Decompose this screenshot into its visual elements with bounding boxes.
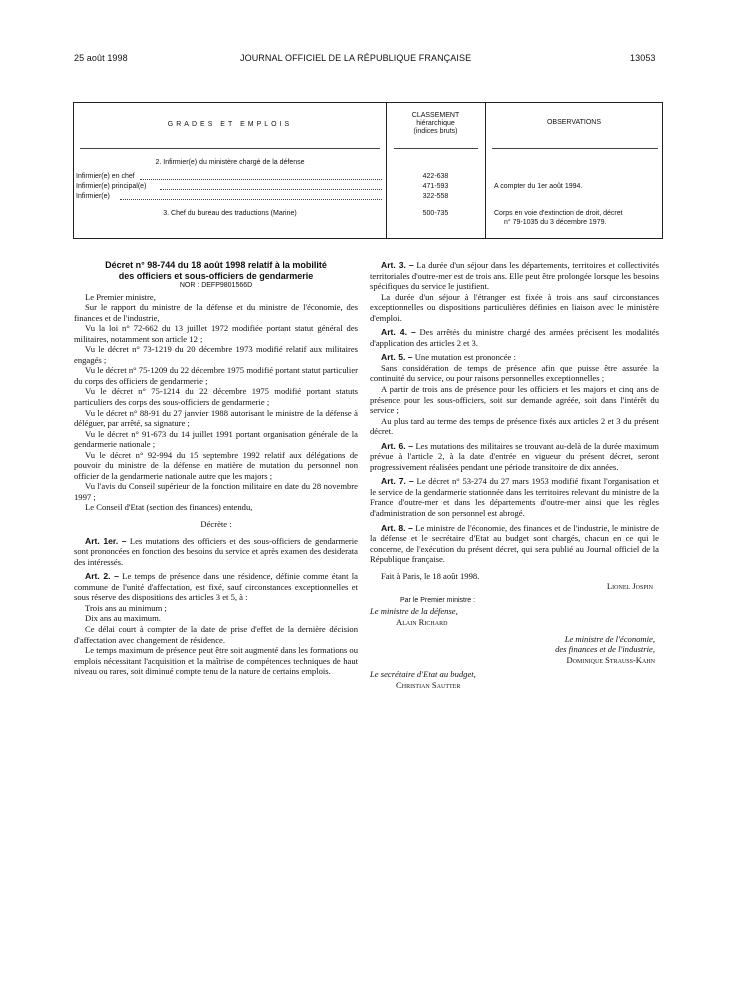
header-journal-title: JOURNAL OFFICIEL DE LA RÉPUBLIQUE FRANÇAISE [240, 53, 472, 63]
table-header-rule [80, 148, 380, 149]
ministre-economie-title: Le ministre de l'économie, des finances et de l'industrie, [555, 633, 655, 655]
table-row-indices: 422-638 [422, 173, 449, 180]
paragraph: Vu le décret n° 75-1214 du 22 décembre 1975 modifié portant statuts particuliers des corps des sous-officiers de gendarmerie ; [74, 386, 358, 408]
article-2: Art. 2. – Le temps de présence dans une résidence, définie comme étant la commune de l'unité d'affectation, est fixé, sauf circonstances exceptionnelles et sous réserve des dispositions des articles 3 et 5, à : [74, 571, 358, 603]
paragraph: A partir de trois ans de présence pour les officiers et les majors et cinq ans de présence pour les sous-officiers, soit sur demande agréée, soit dans l'intérêt du service ; [370, 384, 659, 416]
paragraph: Trois ans au minimum ; [85, 602, 167, 613]
table-row-label: Infirmier(e) principal(e) [76, 183, 147, 190]
paragraph: Vu le décret n° 88-91 du 27 janvier 1988 autorisant le ministre de la défense à déléguer, par arrêté, sa signature ; [74, 407, 358, 429]
paragraph: Vu le décret n° 73-1219 du 20 décembre 1973 modifié relatif aux militaires engagés ; [74, 344, 358, 365]
paragraph: Ce délai court à compter de la date de prise d'effet de la dernière décision d'affectation avec changement de résidence. [74, 623, 358, 645]
column-header-observations: OBSERVATIONS [546, 119, 602, 126]
left-column [74, 260, 358, 677]
secretaire-budget-title: Le secrétaire d'Etat au budget, [370, 669, 476, 680]
paragraph: La durée d'un séjour à l'étranger est fixée à trois ans sauf circonstances exceptionnelles ou dispositions particulières définies en liaison avec le ministère d'emploi. [370, 291, 659, 323]
leader-dots [140, 179, 382, 180]
column-header-classement: CLASSEMENT hiérarchique (indices bruts) [411, 112, 460, 135]
table-row-observation: n° 79-1035 du 3 décembre 1979. [504, 219, 607, 226]
nor-reference: NOR : DEFP9801566D [179, 282, 253, 289]
paragraph: Le temps maximum de présence peut être soit augmenté dans les formations ou emplois nécessitant l'acquisition et la maîtrise de compétences techniques de haut niveau ou rares, soit diminué compte tenu de la nature de certains emplois. [74, 645, 359, 677]
paragraph: Vu l'avis du Conseil supérieur de la fonction militaire en date du 28 novembre 1997 ; [74, 481, 358, 502]
ministre-defense-title: Le ministre de la défense, [370, 606, 458, 617]
paragraph: Vu le décret n° 75-1209 du 22 décembre 1975 modifié portant statut particulier du corps des officiers de gendarmerie ; [74, 365, 358, 386]
decrete-heading: Décrète : [200, 519, 232, 530]
signature-premier-ministre: Lionel Jospin [606, 581, 653, 592]
table-section-title: 2. Infirmier(e) du ministère chargé de la défense [155, 159, 305, 166]
paragraph: Vu la loi n° 72-662 du 13 juillet 1972 modifiée portant statut général des militaires, notamment son article 12 ; [74, 323, 358, 344]
par-le-premier-ministre: Par le Premier ministre : [400, 596, 476, 604]
right-column [370, 260, 659, 690]
paragraph: Vu le décret n° 92-994 du 15 septembre 1992 relatif aux délégations de pouvoir du ministre de la défense en matière de mutation du personnel non officier de la gendarmerie nationale autre que les majors ; [74, 449, 358, 481]
signature-secretaire-budget: Christian Sautter [396, 679, 461, 690]
article-3: Art. 3. – La durée d'un séjour dans les départements, territoires et collectivités territoriales d'outre-mer est de trois ans. Elle peut être prolongée lorsque les besoins spécifiques du service le justifient. [370, 260, 659, 292]
leader-dots [120, 199, 382, 200]
paragraph: Vu le décret n° 91-673 du 14 juillet 1991 portant organisation générale de la gendarmerie nationale ; [74, 428, 358, 450]
table-header-rule [394, 148, 478, 149]
signature-ministre-economie: Dominique Strauss-Kahn [566, 654, 655, 665]
paragraph: Au plus tard au terme des temps de présence fixés aux articles 2 et 3 du présent décret. [370, 415, 659, 437]
table-row-label: Infirmier(e) en chef [76, 173, 135, 180]
signature-ministre-defense: Alain Richard [396, 616, 448, 627]
paragraph: Le Conseil d'Etat (section des finances) entendu, [85, 502, 253, 513]
paragraph: Sur le rapport du ministre de la défense et du ministre de l'économie, des finances et de l'industrie, [74, 302, 358, 323]
table-header-rule [492, 148, 658, 149]
table-row-observation: Corps en voie d'extinction de droit, décret [494, 210, 623, 217]
table-row-label: Infirmier(e) [76, 193, 110, 200]
leader-dots [160, 189, 382, 190]
column-header-grades: GRADES ET EMPLOIS [167, 121, 293, 128]
article-4: Art. 4. – Des arrêtés du ministre chargé des armées précisent les modalités d'application des articles 2 et 3. [370, 327, 659, 348]
article-8: Art. 8. – Le ministre de l'économie, des finances et de l'industrie, le ministre de la défense et le secrétaire d'Etat au budget sont chargés, chacun en ce qui le concerne, de l'exécution du présent décret, qui sera publié au Journal officiel de la République française. [370, 522, 660, 565]
table-row-indices: 322-558 [422, 193, 449, 200]
article-6: Art. 6. – Les mutations des militaires se trouvant au-delà de la durée maximum prévue à l'article 2, à la date d'entrée en vigueur du présent décret, seront progressivement réalisées pendant une période transitoire de dix années. [370, 440, 659, 472]
header-page-number: 13053 [630, 53, 656, 63]
article-7: Art. 7. – Le décret n° 53-274 du 27 mars 1953 modifié fixant l'organisation et le service de la gendarmerie stationnée dans les territoires relevant du ministre de la France d'outre-mer et dans les départements d'outre-mer ainsi que les règles d'administration de son personnel est abrogé. [370, 476, 659, 519]
signing-place-date: Fait à Paris, le 18 août 1998. [381, 570, 480, 581]
table-row-indices: 500-735 [422, 210, 449, 217]
table-row-indices: 471-593 [422, 183, 449, 190]
header-date: 25 août 1998 [74, 53, 128, 63]
paragraph: Sans considération de temps de présence afin que puisse être assurée la continuité du service, ou pour raisons personnelles exceptionnelles ; [370, 362, 659, 384]
table-section-title: 3. Chef du bureau des traductions (Marine) [163, 210, 297, 217]
article-5: Art. 5. – Une mutation est prononcée : [381, 352, 516, 363]
decree-title: Décret n° 98-744 du 18 août 1998 relatif à la mobilité des officiers et sous-officiers de gendarmerie [105, 260, 327, 281]
table-row-observation: A compter du 1er août 1994. [494, 183, 583, 190]
paragraph: Dix ans au maximum. [85, 613, 161, 624]
article-1: Art. 1er. – Les mutations des officiers et des sous-officiers de gendarmerie sont prononcées en fonction des besoins du service et après examen des desiderata des intéressés. [74, 535, 359, 567]
paragraph: Le Premier ministre, [85, 291, 156, 302]
grades-table [73, 102, 663, 239]
